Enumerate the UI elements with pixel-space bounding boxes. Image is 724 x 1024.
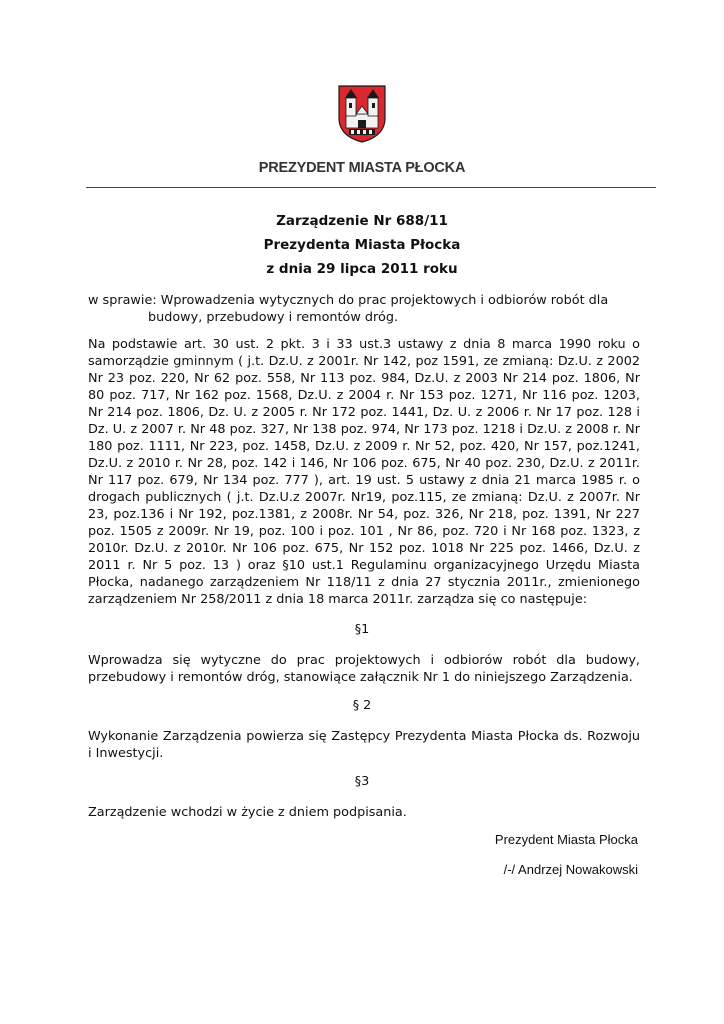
section-2-text: Wykonanie Zarządzenia powierza się Zastępcy Prezydenta Miasta Płocka ds. Rozwoju i Inwestycji. — [88, 729, 640, 761]
section-2-mark: § 2 — [352, 698, 372, 713]
office-name: PREZYDENT MIASTA PŁOCKA — [258, 160, 466, 176]
document-title: Zarządzenie Nr 688/11 — [276, 213, 448, 229]
signature-role: Prezydent Miasta Płocka — [494, 832, 638, 847]
subject-line: w sprawie: Wprowadzenia wytycznych do prac projektowych i odbiorów robót dla — [88, 293, 609, 308]
document-date: z dnia 29 lipca 2011 roku — [266, 261, 458, 277]
section-3-mark: §3 — [354, 774, 370, 789]
legal-basis-paragraph: Na podstawie art. 30 ust. 2 pkt. 3 i 33 ust.3 ustawy z dnia 8 marca 1990 roku o samorządzie gminnym ( j.t. Dz.U. z 2001r. Nr 142, poz 1591, ze zmianą: Dz.U. z 2002 Nr 23 poz. 220, Nr 62 poz. 558, Nr 113 poz. 984, Dz.U. z 2003 Nr 214 poz. 1806, Nr 80 poz. 717, Nr 162 poz. 1568, Dz.U. z 2004 r. Nr 153 poz. 1271, Nr 116 poz. 1203, Nr 214 poz. 1806, Dz. U. z 2005 r. Nr 172 poz. 1441, Dz. U. z 2006 r. Nr 17 poz. 128 i Dz. U. z 2007 r. Nr 48 poz. 327, Nr 138 poz. 974, Nr 173 poz. 1218 i Dz.U. z 2008 r. Nr 180 poz. 1111, Nr 223, poz. 1458, Dz.U. z 2009 r. Nr 52, poz. 420, Nr 157, poz.1241, Dz.U. z 2010 r. Nr 28, poz. 142 i 146, Nr 106 poz. 675, Nr 40 poz. 230, Dz.U. z 2011r. Nr 117 poz. 679, Nr 134 poz. 777 ), art. 19 ust. 5 ustawy z dnia 21 marca 1985 r. o drogach publicznych ( j.t. Dz.U.z 2007r. Nr19, poz.115, ze zmianą: Dz.U. z 2007r. Nr 23, poz.136 i Nr 192, poz.1381, z 2008r. Nr 54, poz. 326, Nr 218, poz. 1391, Nr 227 poz. 1505 z 2009r. Nr 19, poz. 100 i poz. 101 , Nr 86, poz. 720 i Nr 168 poz. 1323, z 2010r. Dz.U. z 2010r. Nr 106 poz. 675, Nr 152 poz. 1018 Nr 225 poz. 1466, Dz.U. z 2011 r. Nr 5 poz. 13 ) oraz §10 ust.1 Regulaminu organizacyjnego Urzędu Miasta Płocka, nadanego zarządzeniem Nr 118/11 z dnia 27 stycznia 2011r., zmienionego zarządzeniem Nr 258/2011 z dnia 18 marca 2011r. zarządza się co następuje: — [88, 337, 640, 607]
document-issuer: Prezydenta Miasta Płocka — [263, 237, 461, 253]
coat-of-arms-icon — [337, 84, 387, 144]
signature-name: /-/ Andrzej Nowakowski — [503, 862, 638, 877]
header-divider — [86, 187, 656, 188]
section-1-mark: §1 — [354, 622, 370, 637]
section-3-text: Zarządzenie wchodzi w życie z dniem podpisania. — [88, 805, 407, 820]
section-1-text: Wprowadza się wytyczne do prac projektowych i odbiorów robót dla budowy, przebudowy i remontów dróg, stanowiące załącznik Nr 1 do niniejszego Zarządzenia. — [88, 653, 640, 685]
subject-line-continued: budowy, przebudowy i remontów dróg. — [148, 310, 399, 325]
